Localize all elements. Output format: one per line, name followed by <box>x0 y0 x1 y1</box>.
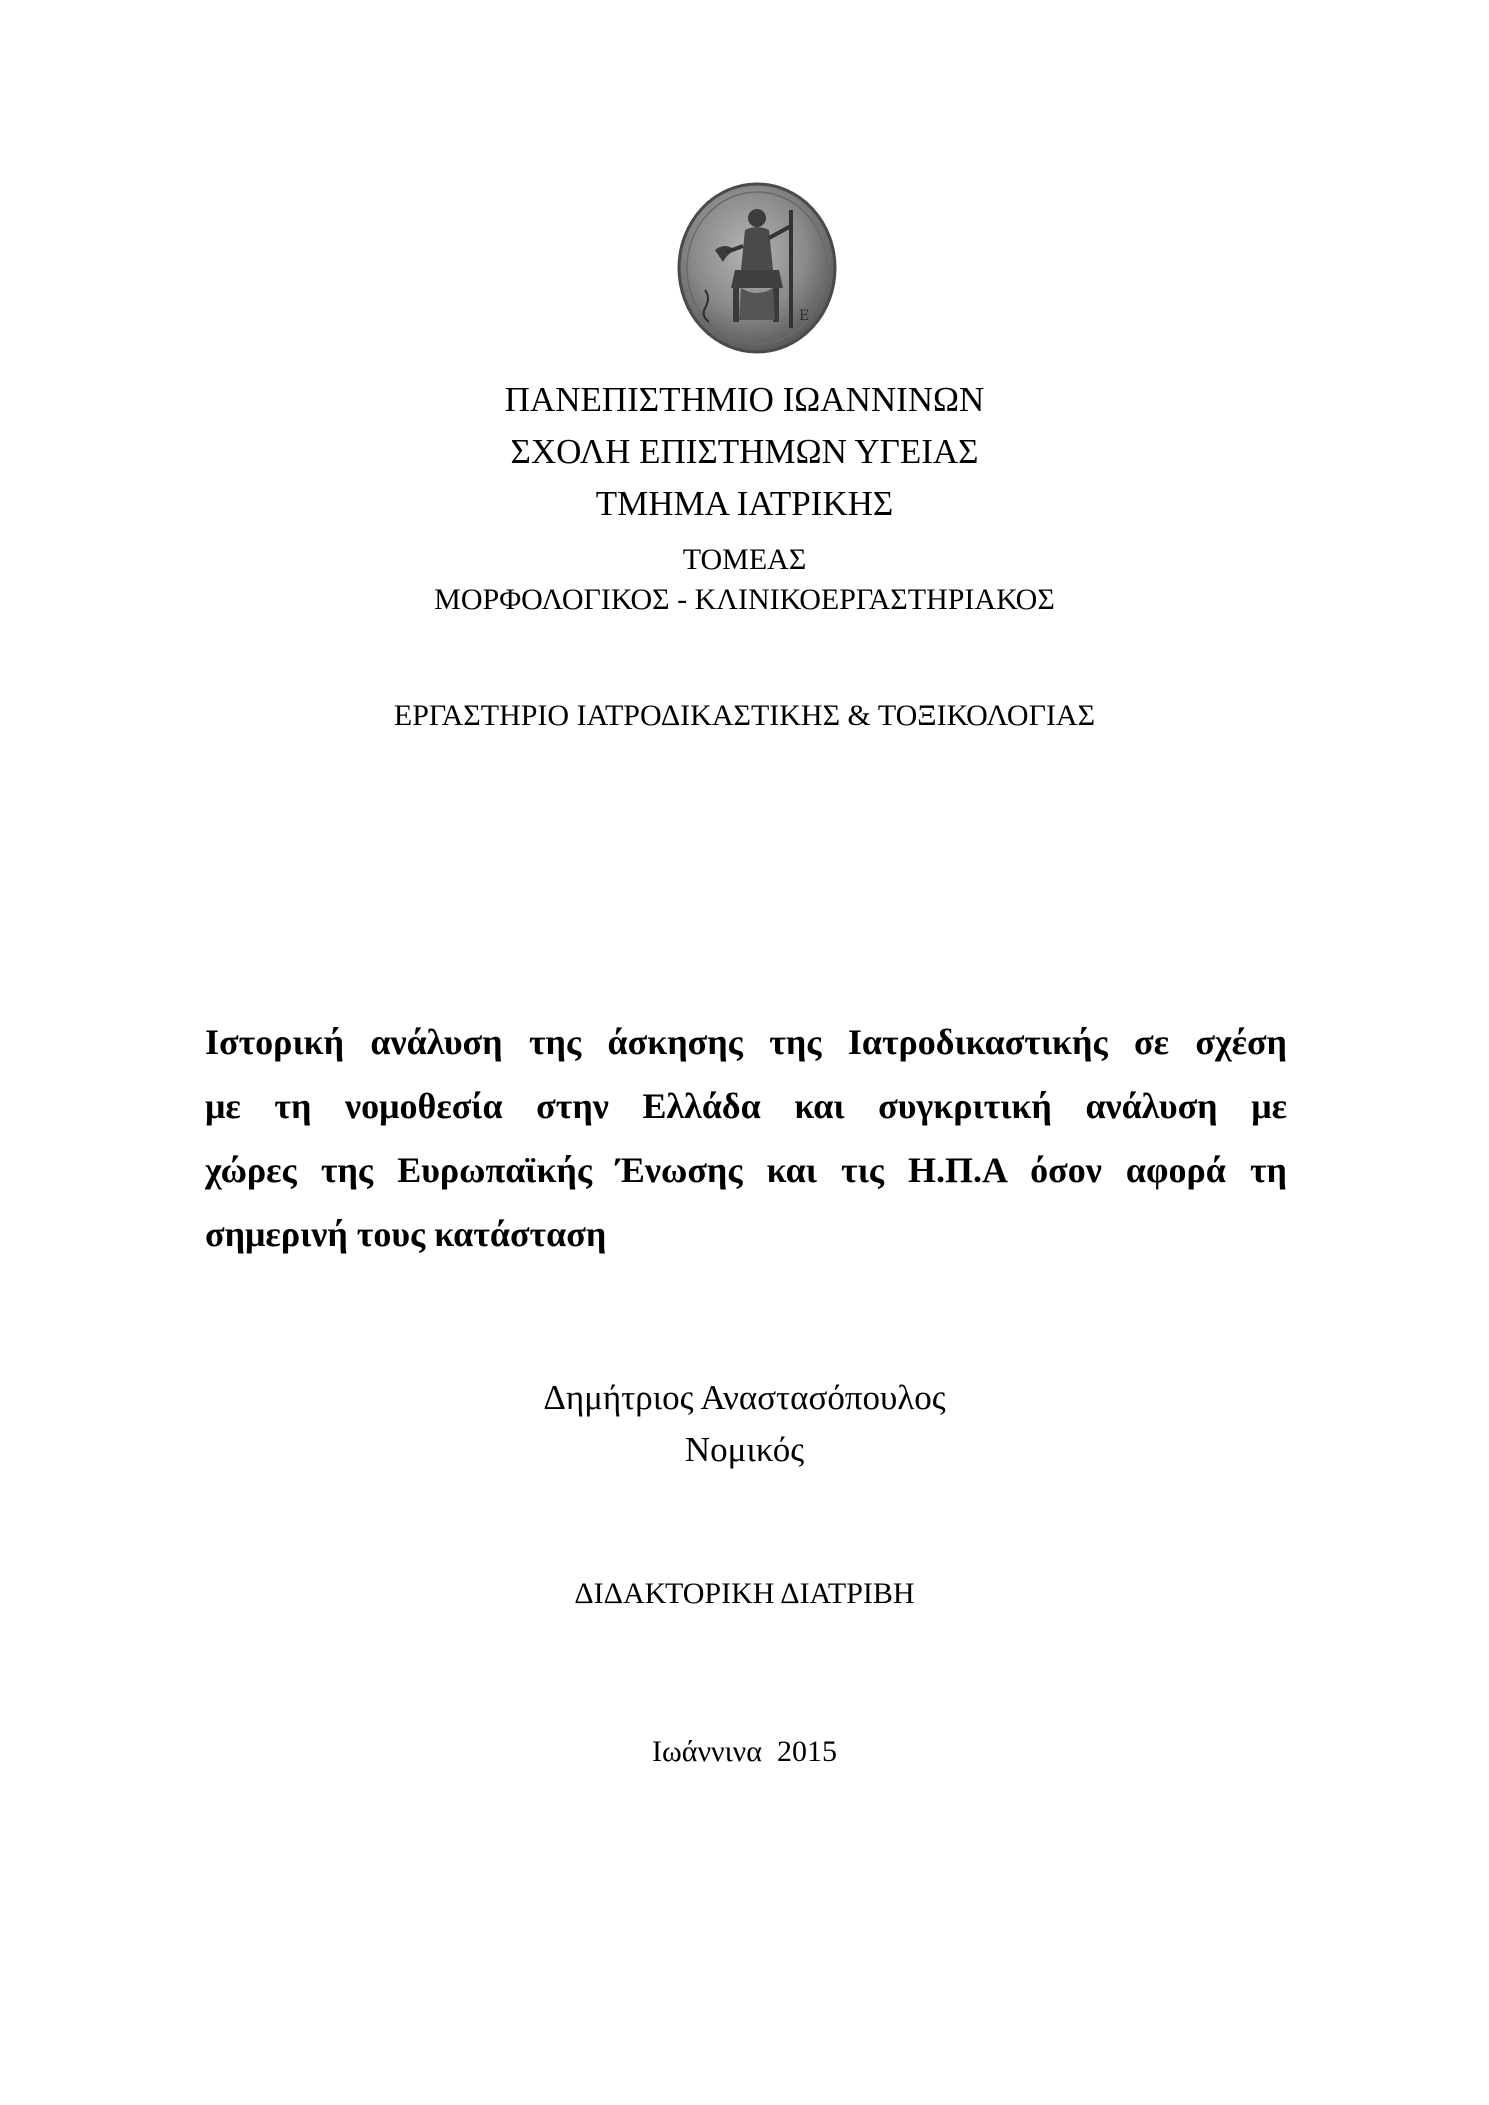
place-year: Ιωάννινα 2015 <box>652 1735 837 1768</box>
thesis-title-line: σημερινή τους κατάσταση <box>205 1214 607 1254</box>
document-type: ΔΙΔΑΚΤΟΡΙΚΗ ΔΙΑΤΡΙΒΗ <box>574 1577 915 1610</box>
laboratory-name: ΕΡΓΑΣΤΗΡΙΟ ΙΑΤΡΟΔΙΚΑΣΤΙΚΗΣ & ΤΟΞΙΚΟΛΟΓΙΑΣ <box>393 699 1096 732</box>
author-profession: Νομικός <box>684 1430 805 1469</box>
sector-name: ΜΟΡΦΟΛΟΓΙΚΟΣ - ΚΛΙΝΙΚΟΕΡΓΑΣΤΗΡΙΑΚΟΣ <box>434 583 1055 616</box>
thesis-title-line: χώρες της Ευρωπαϊκής Ένωσης και τις Η.Π.Α όσον αφορά τη <box>205 1150 1287 1190</box>
thesis-title-line: Ιστορική ανάλυση της άσκησης της Ιατροδικαστικής σε σχέση <box>205 1022 1287 1062</box>
ancient-coin-seal-icon <box>675 180 839 356</box>
sector-label: ΤΟΜΕΑΣ <box>682 543 807 576</box>
department-name: ΤΜΗΜΑ ΙΑΤΡΙΚΗΣ <box>595 484 894 523</box>
author-name: Δημήτριος Αναστασόπουλος <box>543 1378 946 1417</box>
thesis-title-line: με τη νομοθεσία στην Ελλάδα και συγκριτική ανάλυση με <box>205 1086 1287 1126</box>
svg-text:E: E <box>799 308 810 324</box>
university-name: ΠΑΝΕΠΙΣΤΗΜΙΟ ΙΩΑΝΝΙΝΩΝ <box>504 380 985 419</box>
thesis-title <box>205 1010 1287 1266</box>
school-name: ΣΧΟΛΗ ΕΠΙΣΤΗΜΩΝ ΥΓΕΙΑΣ <box>510 432 979 471</box>
